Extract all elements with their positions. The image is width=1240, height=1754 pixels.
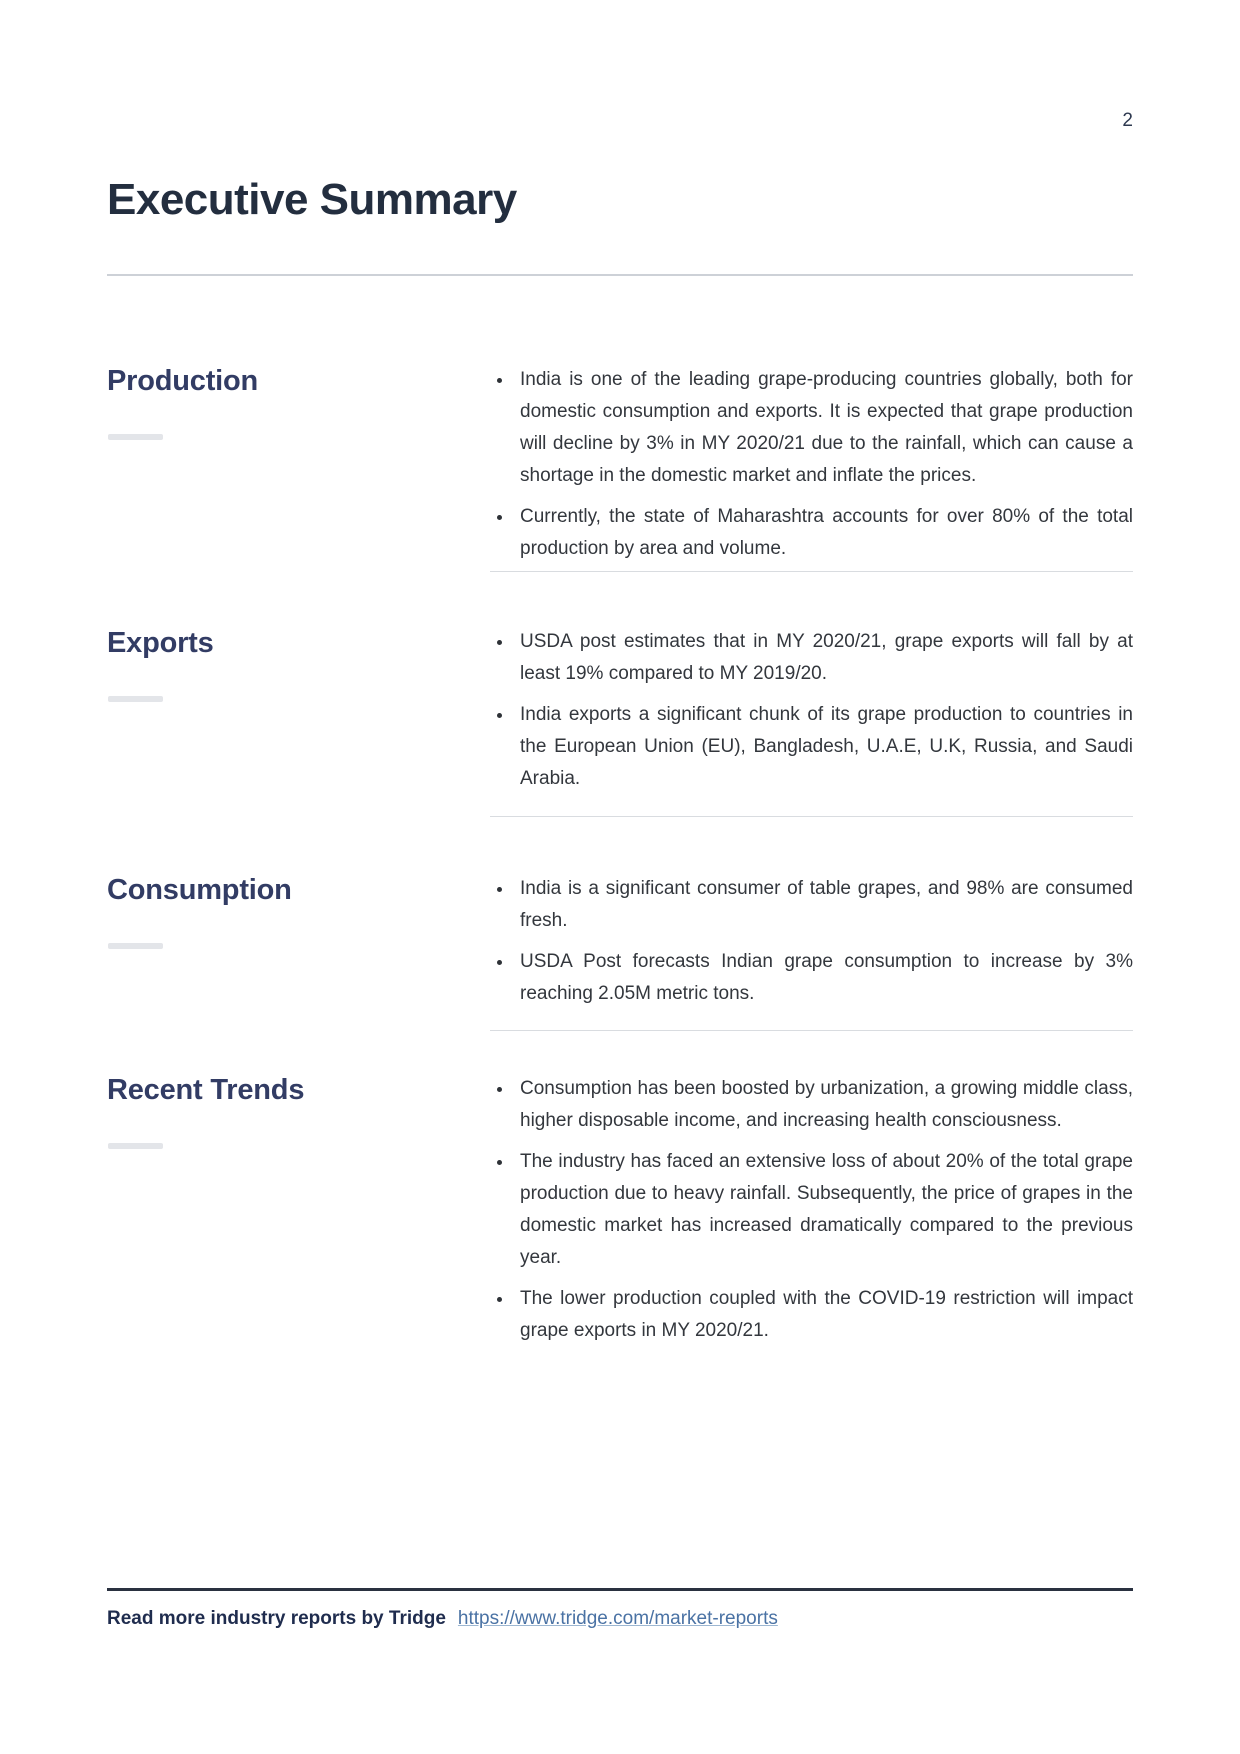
bullet-text: The lower production coupled with the COVID-19 restriction will impact grape exports in MY 2020/21.: [520, 1288, 1133, 1341]
section-production-heading-column: [107, 364, 490, 440]
section-recent-trends-content: [490, 1073, 1133, 1347]
bullet-dot-icon: [497, 640, 502, 645]
section-exports-content: [490, 626, 1133, 795]
bullet-item: [490, 364, 1133, 492]
bullet-item: [490, 873, 1133, 937]
bullet-dot-icon: [497, 960, 502, 965]
section-heading-recent-trends: Recent Trends: [107, 1074, 305, 1106]
section-consumption-heading-column: [107, 873, 490, 949]
section-heading-production: Production: [107, 365, 259, 397]
heading-accent-bar: [108, 696, 163, 702]
bullet-text: USDA Post forecasts Indian grape consumption to increase by 3% reaching 2.05M metric tons.: [520, 951, 1133, 1004]
section-recent-trends-heading-column: [107, 1073, 490, 1149]
section-divider: [490, 571, 1133, 572]
bullet-dot-icon: [497, 1087, 502, 1092]
section-heading-consumption: Consumption: [107, 874, 292, 906]
section-exports-heading-column: [107, 626, 490, 702]
bullet-dot-icon: [497, 887, 502, 892]
bullet-text: India exports a significant chunk of its grape production to countries in the European Union (EU), Bangladesh, U.A.E, U.K, Russia, and Saudi Arabia.: [520, 704, 1133, 789]
page-number: 2: [1122, 110, 1133, 131]
bullet-text: The industry has faced an extensive loss of about 20% of the total grape production due to heavy rainfall. Subsequently, the price of grapes in the domestic market has increased dramatically compared to the previous year.: [520, 1151, 1133, 1268]
bullet-item: [490, 626, 1133, 690]
bullet-item: [490, 699, 1133, 795]
page-footer: [107, 1588, 1133, 1630]
section-consumption-content: [490, 873, 1133, 1010]
bullet-dot-icon: [497, 713, 502, 718]
footer-link[interactable]: https://www.tridge.com/market-reports: [457, 1608, 778, 1629]
bullet-text: Currently, the state of Maharashtra accounts for over 80% of the total production by area and volume.: [520, 506, 1133, 559]
section-divider: [490, 816, 1133, 817]
section-production: [107, 364, 1133, 565]
section-consumption: [107, 873, 1133, 1010]
sections-container: [107, 364, 1133, 1347]
bullet-item: [490, 1146, 1133, 1274]
bullet-text: Consumption has been boosted by urbanization, a growing middle class, higher disposable income, and increasing health consciousness.: [520, 1078, 1133, 1131]
footer-text-line: [107, 1608, 1133, 1630]
bullet-text: India is a significant consumer of table grapes, and 98% are consumed fresh.: [520, 878, 1133, 931]
section-divider: [490, 1030, 1133, 1031]
bullet-item: [490, 501, 1133, 565]
bullet-item: [490, 1073, 1133, 1137]
bullet-item: [490, 1283, 1133, 1347]
section-exports: [107, 626, 1133, 795]
section-production-content: [490, 364, 1133, 565]
section-recent-trends: [107, 1073, 1133, 1347]
bullet-dot-icon: [497, 515, 502, 520]
title-divider: [107, 274, 1133, 276]
bullet-text: USDA post estimates that in MY 2020/21, grape exports will fall by at least 19% compared to MY 2019/20.: [520, 631, 1133, 684]
bullet-text: India is one of the leading grape-producing countries globally, both for domestic consumption and exports. It is expected that grape production will decline by 3% in MY 2020/21 due to the rainfall, which can cause a shortage in the domestic market and inflate the prices.: [520, 369, 1133, 486]
footer-label: Read more industry reports by Tridge: [107, 1608, 446, 1629]
heading-accent-bar: [108, 434, 163, 440]
section-heading-exports: Exports: [107, 627, 214, 659]
bullet-dot-icon: [497, 1160, 502, 1165]
bullet-dot-icon: [497, 378, 502, 383]
heading-accent-bar: [108, 943, 163, 949]
page-title: Executive Summary: [107, 175, 517, 224]
heading-accent-bar: [108, 1143, 163, 1149]
bullet-dot-icon: [497, 1297, 502, 1302]
bullet-item: [490, 946, 1133, 1010]
